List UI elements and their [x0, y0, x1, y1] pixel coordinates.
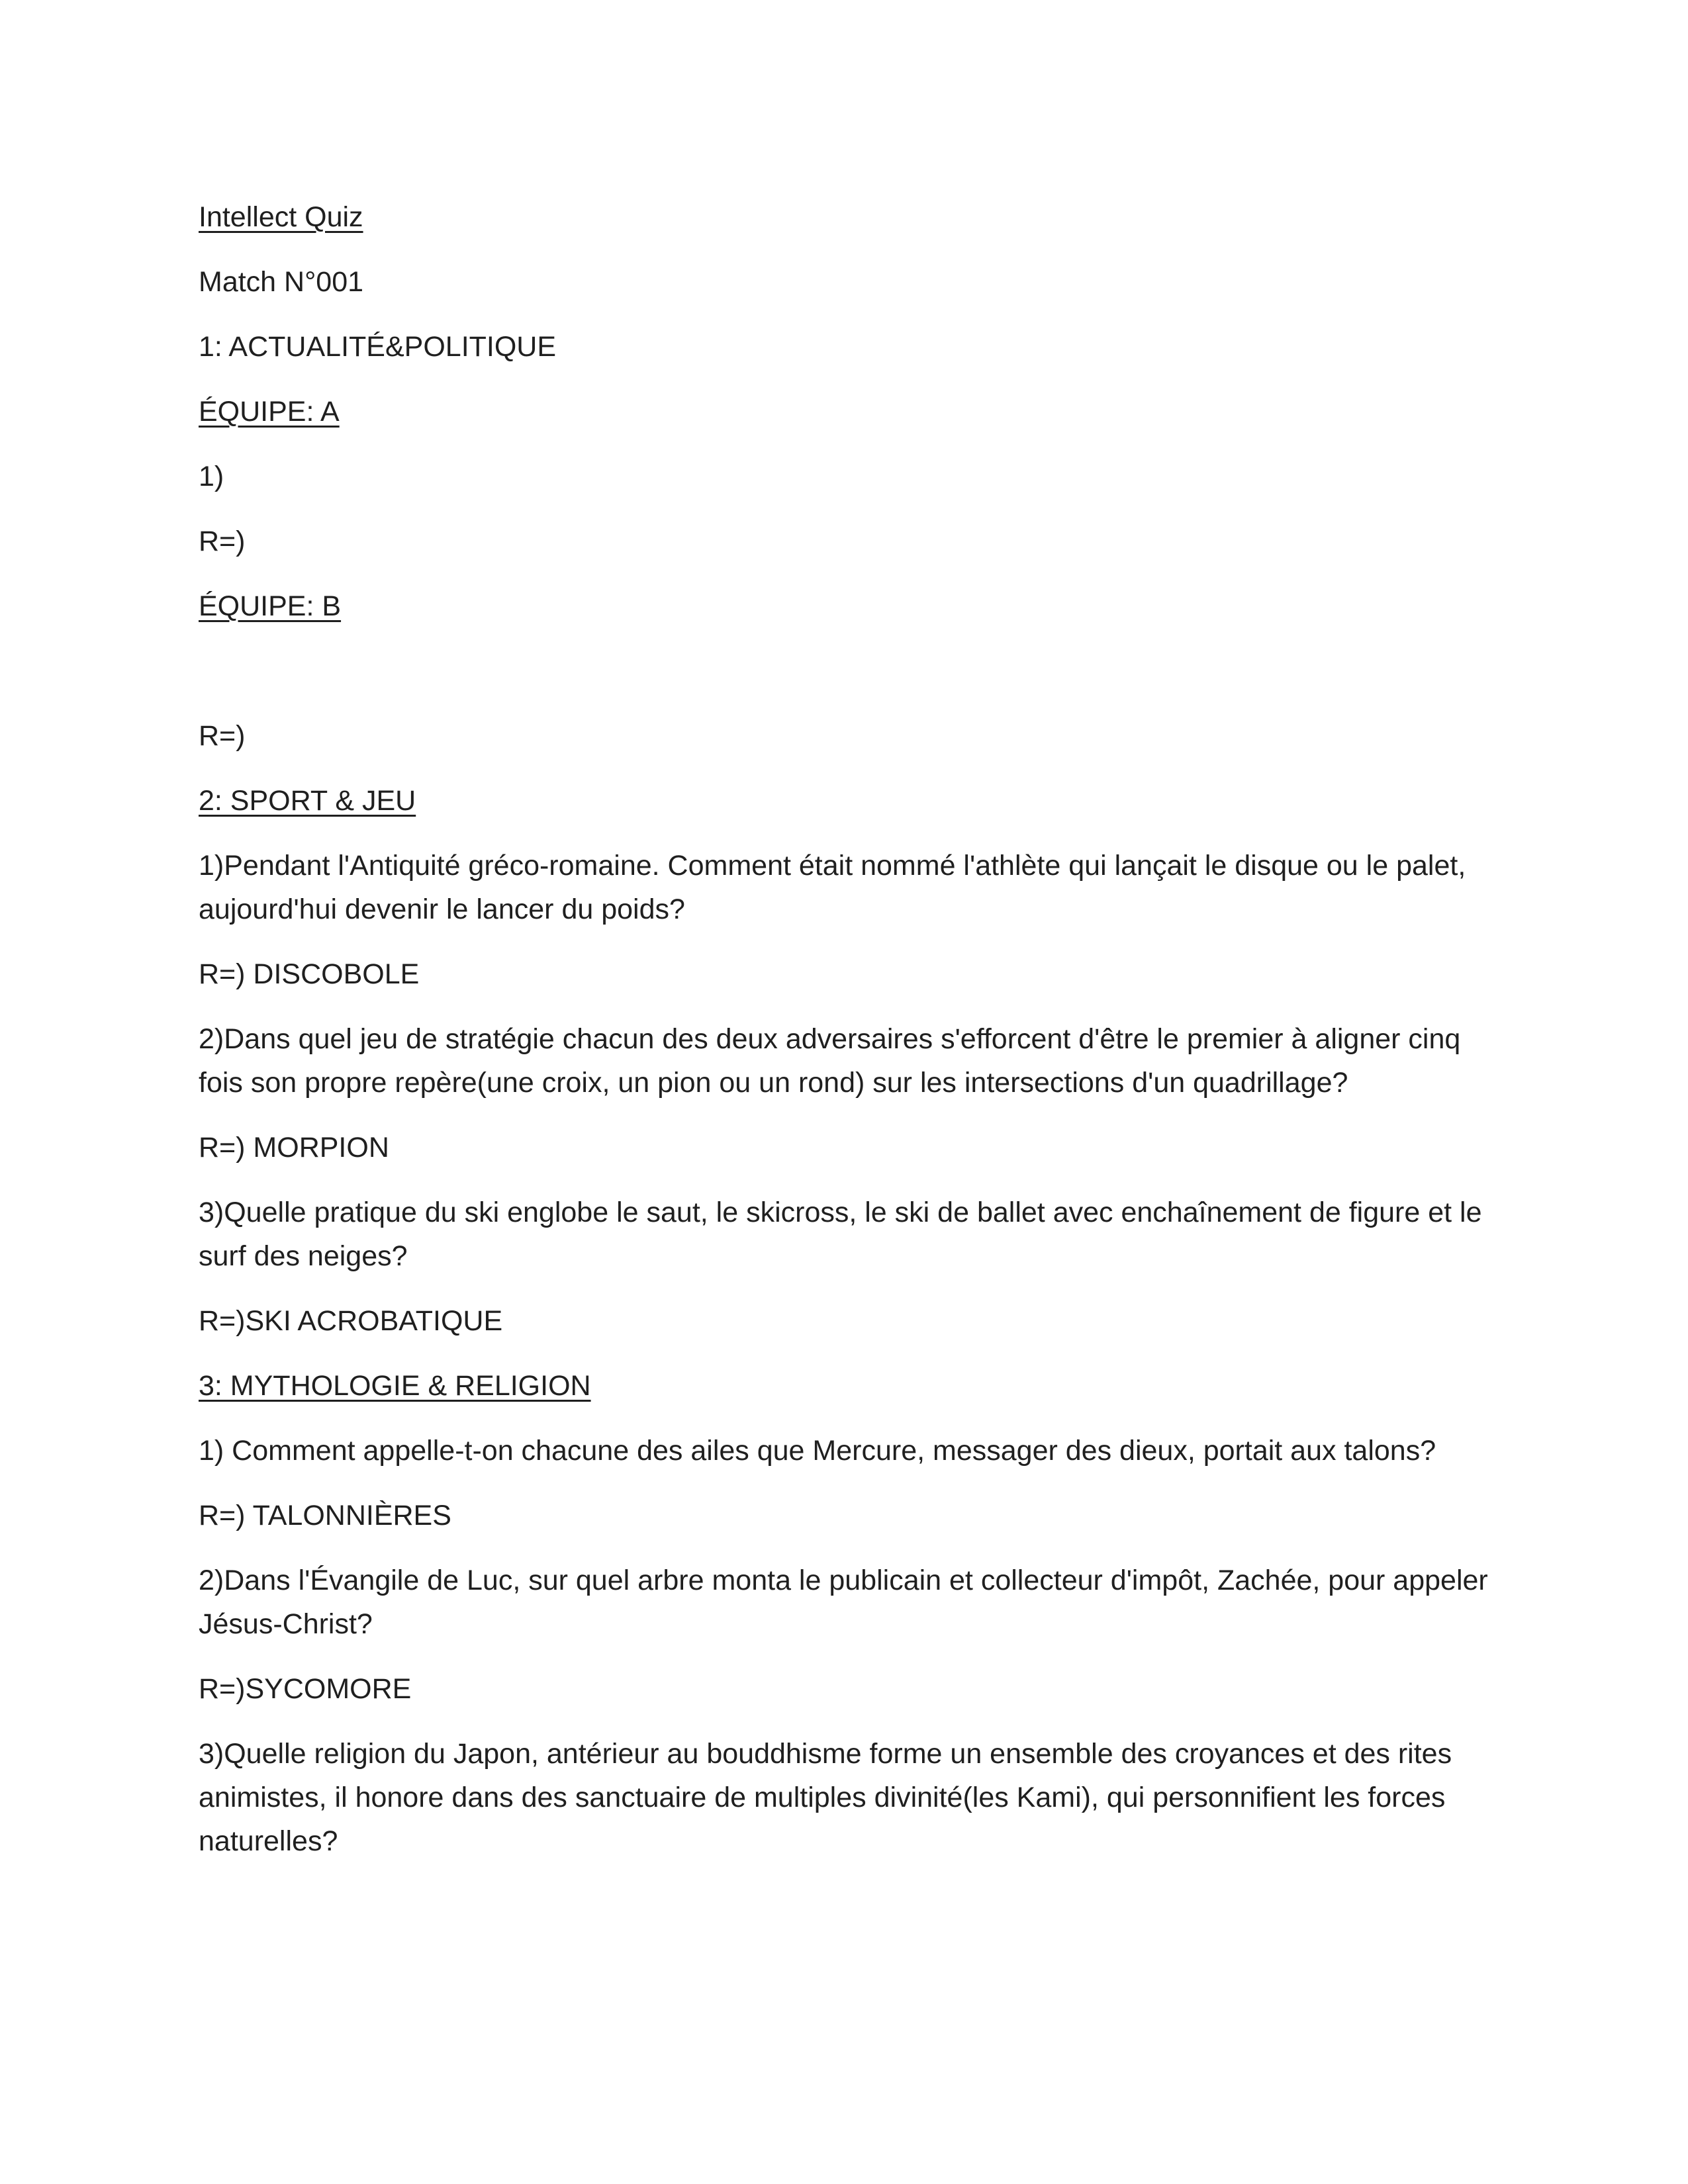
- answer-text: R=)SKI ACROBATIQUE: [199, 1305, 503, 1337]
- question-text: 3)Quelle religion du Japon, antérieur au bouddhisme forme un ensemble des croyances et des rites animistes, il honore dans des sanctuaire de multiples divinité(les Kami), qui personnifient les forces naturelles?: [199, 1738, 1460, 1857]
- section-3-heading: 3: MYTHOLOGIE & RELIGION: [199, 1370, 591, 1402]
- section-2-heading: 2: SPORT & JEU: [199, 785, 416, 817]
- match-number: Match N°001: [199, 266, 364, 298]
- question-text: 3)Quelle pratique du ski englobe le saut, le skicross, le ski de ballet avec enchaînement de figure et le surf des neiges?: [199, 1197, 1490, 1272]
- answer-text: R=) MORPION: [199, 1132, 389, 1163]
- question-text: 2)Dans quel jeu de stratégie chacun des deux adversaires s'efforcent d'être le premier à aligner cinq fois son propre repère(une croix, un pion ou un rond) sur les intersections d'un quadrillage?: [199, 1023, 1469, 1099]
- team-a-heading: ÉQUIPE: A: [199, 396, 340, 428]
- question-text: 2)Dans l'Évangile de Luc, sur quel arbre monta le publicain et collecteur d'impôt, Zachée, pour appeler Jésus-Christ?: [199, 1565, 1496, 1640]
- question-placeholder: 1): [199, 461, 224, 492]
- blank-line: [199, 649, 1489, 693]
- answer-text: R=) DISCOBOLE: [199, 958, 420, 990]
- question-text: 1) Comment appelle-t-on chacune des ailes que Mercure, messager des dieux, portait aux talons?: [199, 1435, 1436, 1467]
- section-1-heading: 1: ACTUALITÉ&POLITIQUE: [199, 331, 557, 363]
- team-b-heading: ÉQUIPE: B: [199, 590, 342, 622]
- answer-text: R=)SYCOMORE: [199, 1673, 412, 1705]
- answer-text: R=) TALONNIÈRES: [199, 1500, 451, 1531]
- answer-placeholder: R=): [199, 720, 246, 752]
- answer-placeholder: R=): [199, 525, 246, 557]
- question-text: 1)Pendant l'Antiquité gréco-romaine. Comment était nommé l'athlète qui lançait le disque ou le palet, aujourd'hui devenir le lancer du poids?: [199, 850, 1474, 925]
- doc-title: Intellect Quiz: [199, 201, 363, 233]
